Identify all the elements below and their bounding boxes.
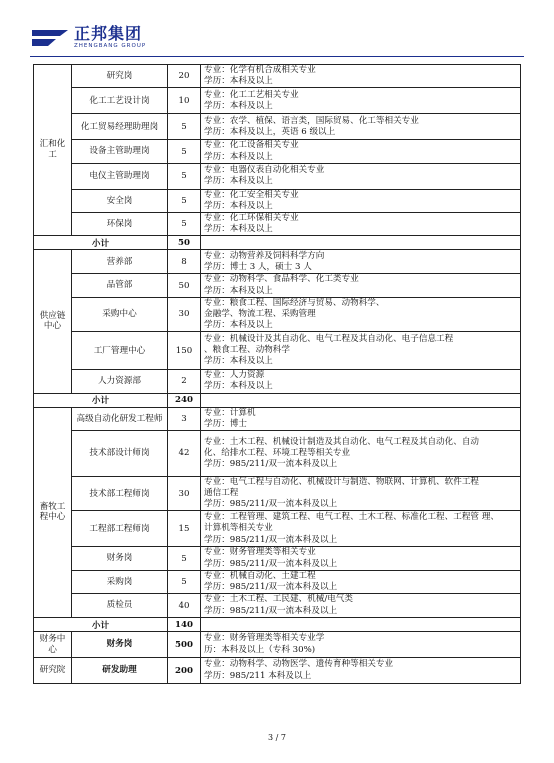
table-row: [34, 476, 521, 511]
count-cell: 200: [168, 658, 201, 684]
count-cell: 5: [168, 140, 201, 163]
requirement-line: 学历：985/211/双一流本科及以上: [204, 459, 338, 469]
requirement-line: 学历：本科及以上: [204, 200, 273, 211]
count-cell: 500: [168, 632, 201, 658]
table-row: [34, 163, 521, 189]
requirement-line: 计算机等相关专业: [204, 523, 273, 534]
position-cell: 安全岗: [72, 189, 168, 212]
requirement-line: 化、给排水工程、环境工程等相关专业: [204, 447, 351, 458]
count-cell: 5: [168, 547, 201, 570]
page-number: 3 / 7: [268, 733, 286, 742]
position-cell: 工厂管理中心: [72, 332, 168, 370]
position-cell: 研发助理: [72, 658, 168, 684]
position-cell: 财务岗: [72, 547, 168, 570]
requirement-line: 学历：985/211 本科及以上: [204, 670, 312, 681]
table-row: [34, 511, 521, 547]
requirement-line: 专业：动物科学、食品科学、化工类专业: [204, 274, 359, 285]
requirements-cell: [201, 140, 521, 163]
logo-chinese: 正邦集团: [74, 24, 143, 44]
table-row: [34, 189, 521, 212]
requirement-line: 学历：985/211/双一流本科及以上: [204, 499, 338, 510]
requirements-cell: [201, 332, 521, 370]
requirements-cell: [201, 297, 521, 332]
requirement-line: 专业：计算机: [204, 407, 256, 418]
table-row: [34, 547, 521, 570]
table-row: [34, 250, 521, 274]
count-cell: 42: [168, 430, 201, 476]
requirements-cell: [201, 594, 521, 618]
requirement-line: 专业：化工环保相关专业: [204, 213, 299, 224]
subtotal-row: [34, 236, 521, 250]
recruitment-table: [33, 64, 521, 684]
requirement-line: 专业：土木工程、工民建、机械/电气类: [204, 594, 353, 605]
requirements-cell: [201, 250, 521, 274]
requirement-line: 专业：土木工程、机械设计制造及其自动化、电气工程及其自动化、自动: [204, 436, 480, 447]
position-cell: 营养部: [72, 250, 168, 274]
count-cell: 2: [168, 370, 201, 393]
requirement-line: 专业：化学有机合成相关专业: [204, 65, 316, 75]
requirement-line: 、粮食工程、动物科学: [204, 345, 290, 356]
requirement-line: 学历：985/211/双一流本科及以上: [204, 558, 338, 569]
department-cell: 畜牧工程中心: [34, 407, 72, 618]
requirements-cell: [201, 65, 521, 88]
requirement-line: 学历：本科及以上: [204, 320, 273, 331]
requirement-line: 专业：电器仪表自动化相关专业: [204, 165, 325, 176]
table-row: [34, 632, 521, 658]
requirement-line: 学历：本科及以上: [204, 285, 273, 296]
position-cell: 电仪主管助理岗: [72, 163, 168, 189]
header-divider: [30, 56, 524, 57]
count-cell: 5: [168, 163, 201, 189]
requirements-cell: [201, 547, 521, 570]
requirement-line: 通信工程: [204, 488, 239, 499]
count-cell: 5: [168, 570, 201, 593]
position-cell: 化工贸易经理助理岗: [72, 114, 168, 140]
table-row: [34, 332, 521, 370]
requirement-line: 学历：985/211/双一流本科及以上: [204, 605, 338, 616]
table-row: [34, 297, 521, 332]
subtotal-empty: [201, 236, 521, 250]
requirement-line: 专业：财务管理类等相关专业: [204, 547, 316, 558]
requirement-line: 专业：电气工程与自动化、机械设计与制造、物联网、计算机、软件工程: [204, 476, 480, 487]
requirement-line: 学历：本科及以上: [204, 76, 273, 87]
requirement-line: 专业：粮食工程、国际经济与贸易、动物科学、: [204, 297, 385, 308]
requirement-line: 学历：本科及以上: [204, 176, 273, 187]
requirement-line: 金融学、物流工程、采购管理: [204, 308, 316, 319]
table-row: [34, 594, 521, 618]
subtotal-label: 小计: [34, 618, 168, 632]
requirement-line: 学历：本科及以上: [204, 381, 273, 392]
requirements-cell: [201, 88, 521, 114]
subtotal-label: 小计: [34, 236, 168, 250]
subtotal-empty: [201, 393, 521, 407]
position-cell: 质检员: [72, 594, 168, 618]
position-cell: 财务岗: [72, 632, 168, 658]
subtotal-value: 240: [168, 393, 201, 407]
logo-mark-icon: [30, 26, 70, 50]
position-cell: 人力资源部: [72, 370, 168, 393]
position-cell: 采购中心: [72, 297, 168, 332]
requirements-cell: [201, 189, 521, 212]
requirement-line: 专业：动物科学、动物医学、遗传育种等相关专业: [204, 659, 394, 670]
requirement-line: 学历：博士 3 人，硕士 3 人: [204, 261, 312, 272]
requirement-line: 专业：机械设计及其自动化、电气工程及其自动化、电子信息工程: [204, 333, 454, 344]
requirement-line: 专业：农学、植保、语言类，国际贸易、化工等相关专业: [204, 115, 419, 126]
requirements-cell: [201, 476, 521, 511]
requirements-cell: [201, 570, 521, 593]
requirement-line: 学历：博士: [204, 418, 247, 429]
position-cell: 工程部工程师岗: [72, 511, 168, 547]
table-row: [34, 88, 521, 114]
requirements-cell: [201, 632, 521, 658]
requirements-cell: [201, 163, 521, 189]
requirement-line: 专业：人力资源: [204, 370, 265, 381]
requirements-cell: [201, 213, 521, 236]
count-cell: 30: [168, 297, 201, 332]
position-cell: 高级自动化研发工程师: [72, 407, 168, 430]
requirements-cell: [201, 370, 521, 393]
table-row: [34, 658, 521, 684]
count-cell: 3: [168, 407, 201, 430]
department-cell: 财务中心: [34, 632, 72, 658]
count-cell: 15: [168, 511, 201, 547]
requirements-cell: [201, 114, 521, 140]
count-cell: 20: [168, 65, 201, 88]
requirement-line: 专业：机械自动化、土建工程: [204, 570, 316, 581]
requirement-line: 学历：985/211/双一流本科及以上: [204, 534, 338, 545]
requirements-cell: [201, 274, 521, 297]
table-row: [34, 570, 521, 593]
company-logo: [30, 25, 146, 51]
position-cell: 采购岗: [72, 570, 168, 593]
position-cell: 环保岗: [72, 213, 168, 236]
subtotal-row: [34, 393, 521, 407]
position-cell: 技术部工程师岗: [72, 476, 168, 511]
subtotal-label: 小计: [34, 393, 168, 407]
department-cell: 研究院: [34, 658, 72, 684]
requirement-line: 学历：本科及以上: [204, 100, 273, 111]
subtotal-empty: [201, 618, 521, 632]
requirement-line: 专业：财务管理类等相关专业学: [204, 633, 325, 644]
count-cell: 150: [168, 332, 201, 370]
requirement-line: 学历：本科及以上，英语 6 级以上: [204, 126, 336, 137]
count-cell: 5: [168, 189, 201, 212]
position-cell: 技术部设计师岗: [72, 430, 168, 476]
requirement-line: 专业：动物营养及饲料科学方向: [204, 250, 325, 261]
position-cell: 化工工艺设计岗: [72, 88, 168, 114]
table-row: [34, 370, 521, 393]
count-cell: 5: [168, 213, 201, 236]
count-cell: 50: [168, 274, 201, 297]
requirements-cell: [201, 407, 521, 430]
table-row: [34, 430, 521, 476]
requirement-line: 学历：本科及以上: [204, 356, 273, 367]
requirements-cell: [201, 430, 521, 476]
subtotal-value: 50: [168, 236, 201, 250]
table-row: [34, 213, 521, 236]
count-cell: 10: [168, 88, 201, 114]
count-cell: 8: [168, 250, 201, 274]
requirement-line: 历：本科及以上（专科 30%): [204, 644, 316, 655]
table-row: [34, 114, 521, 140]
requirement-line: 专业：工程管理、建筑工程、电气工程、土木工程、标准化工程、工程管 理、: [204, 512, 499, 523]
requirements-cell: [201, 511, 521, 547]
subtotal-value: 140: [168, 618, 201, 632]
department-cell: 汇和化工: [34, 65, 72, 236]
logo-english: ZHENGBANG GROUP: [74, 43, 147, 50]
requirement-line: 专业：化工设备相关专业: [204, 140, 299, 151]
table-row: [34, 274, 521, 297]
table-row: [34, 65, 521, 88]
count-cell: 30: [168, 476, 201, 511]
requirement-line: 专业：化工工艺相关专业: [204, 89, 299, 100]
position-cell: 设备主管助理岗: [72, 140, 168, 163]
requirement-line: 学历：本科及以上: [204, 224, 273, 235]
requirement-line: 学历：本科及以上: [204, 151, 273, 162]
department-cell: 供应链中心: [34, 250, 72, 393]
count-cell: 40: [168, 594, 201, 618]
requirement-line: 学历：985/211/双一流本科及以上: [204, 581, 338, 592]
position-cell: 研究岗: [72, 65, 168, 88]
table-row: [34, 407, 521, 430]
table-row: [34, 140, 521, 163]
requirements-cell: [201, 658, 521, 684]
position-cell: 品管部: [72, 274, 168, 297]
subtotal-row: [34, 618, 521, 632]
count-cell: 5: [168, 114, 201, 140]
requirement-line: 专业：化工安全相关专业: [204, 189, 299, 200]
